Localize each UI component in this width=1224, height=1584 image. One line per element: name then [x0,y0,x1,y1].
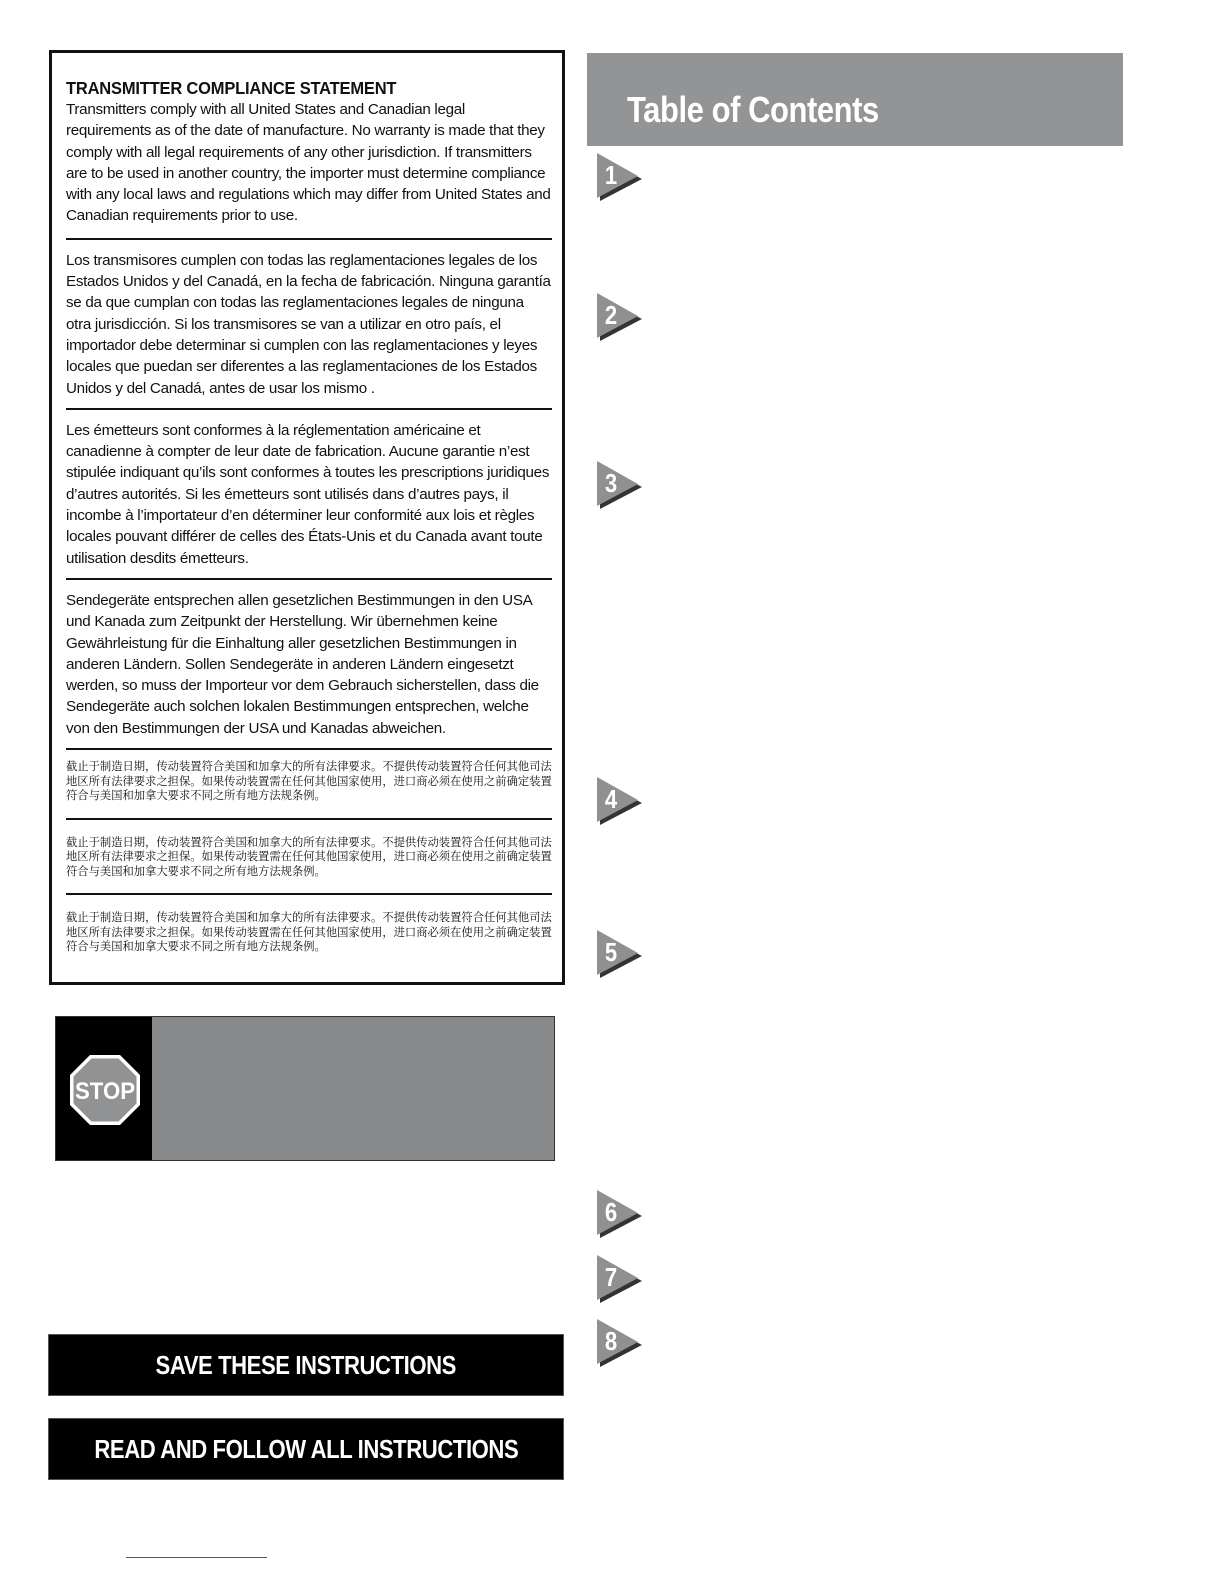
compliance-text-chinese-3: 截止于制造日期，传动装置符合美国和加拿大的所有法律要求。不提供传动装置符合任何其他司法地区所有法律要求之担保。如果传动装置需在任何其他国家使用，进口商必须在使用之前确定装置符合与美国和加拿大要求不同之所有地方法规条例。 [66,912,552,954]
read-instructions-text: READ AND FOLLOW ALL INSTRUCTIONS [94,1433,518,1464]
compliance-text-english: Transmitters comply with all United States and Canadian legal requirements as of the date of manufacture. No warranty is made that they comply with all legal requirements of any other jurisdiction. If transmitters are to be used in another country, the importer must determine compliance with any local laws and regulations which may differ from United States and Canadian requirements prior to use. [66,101,551,225]
toc-marker-2[interactable] [596,291,644,343]
stop-sign-icon [69,1054,141,1126]
link-underline [126,1557,267,1558]
divider [66,748,552,750]
divider [66,238,552,240]
toc-number: 2 [604,300,618,330]
toc-marker-7[interactable] [596,1253,644,1305]
read-instructions-banner [48,1418,564,1480]
toc-marker-6[interactable] [596,1188,644,1240]
toc-marker-3[interactable] [596,459,644,511]
toc-marker-4[interactable] [596,775,644,827]
toc-number: 1 [604,160,618,190]
toc-number: 3 [604,468,618,498]
divider [66,818,552,820]
stop-warning-panel [55,1016,555,1161]
toc-number: 8 [604,1326,618,1356]
divider [66,578,552,580]
compliance-title: TRANSMITTER COMPLIANCE STATEMENT [66,79,397,99]
save-instructions-text: SAVE THESE INSTRUCTIONS [155,1349,457,1380]
compliance-text-spanish: Los transmisores cumplen con todas las reglamentaciones legales de los Estados Unidos y del Canadá, en la fecha de fabricación. Ninguna garantía se da que cumplan con todas las reglamentaciones legales de ninguna otra jurisdicción. Si los transmisores se van a utilizar en otro país, el importador debe determinar si cumplen con las reglamentaciones y leyes locales que puedan ser diferentes a las reglamentaciones de los Estados Unidos y del Canadá, antes de usar los mismo . [66,251,551,397]
save-instructions-banner [48,1334,564,1396]
toc-number: 6 [604,1197,618,1227]
toc-title: Table of Contents [627,89,879,130]
divider [66,408,552,410]
compliance-text-french: Les émetteurs sont conformes à la réglementation américaine et canadienne à compter de leur date de fabrication. Aucune garantie n’est stipulée indiquant qu’ils sont conformes à toutes les prescriptions juridiques d’autres autorités. Si les émetteurs sont utilisés dans d’autres pays, il incombe à l’importateur d’en déterminer leur conformité aux lois et règles locales pouvant différer de celles des États-Unis et du Canada avant toute utilisation desdits émetteurs. [66,421,550,567]
divider [66,893,552,895]
toc-number: 7 [604,1262,618,1292]
toc-marker-1[interactable] [596,151,644,203]
toc-marker-5[interactable] [596,928,644,980]
compliance-statement-box [49,50,565,985]
toc-marker-8[interactable] [596,1317,644,1369]
compliance-text-chinese-2: 截止于制造日期，传动装置符合美国和加拿大的所有法律要求。不提供传动装置符合任何其他司法地区所有法律要求之担保。如果传动装置需在任何其他国家使用，进口商必须在使用之前确定装置符合与美国和加拿大要求不同之所有地方法规条例。 [66,836,552,878]
compliance-text-german: Sendegeräte entsprechen allen gesetzlichen Bestimmungen in den USA und Kanada zum Zeitpunkt der Herstellung. Wir übernehmen keine Gewährleistung für die Einhaltung aller gesetzlichen Bestimmungen in anderen Ländern. Sollen Sendegeräte in anderen Ländern eingesetzt werden, so muss der Importeur vor dem Gebrauch sicherstellen, dass die Sendegeräte auch solchen lokalen Bestimmungen entsprechen, welche von den Bestimmungen der USA und Kanadas abweichen. [66,591,539,737]
stop-panel-black-band [56,1017,152,1160]
stop-sign-text: STOP [75,1078,135,1105]
compliance-text-chinese-1: 截止于制造日期，传动装置符合美国和加拿大的所有法律要求。不提供传动装置符合任何其他司法地区所有法律要求之担保。如果传动装置需在任何其他国家使用，进口商必须在使用之前确定装置符合与美国和加拿大要求不同之所有地方法规条例。 [66,761,552,803]
toc-number: 5 [604,937,618,967]
toc-header [587,53,1123,146]
toc-number: 4 [604,784,618,814]
